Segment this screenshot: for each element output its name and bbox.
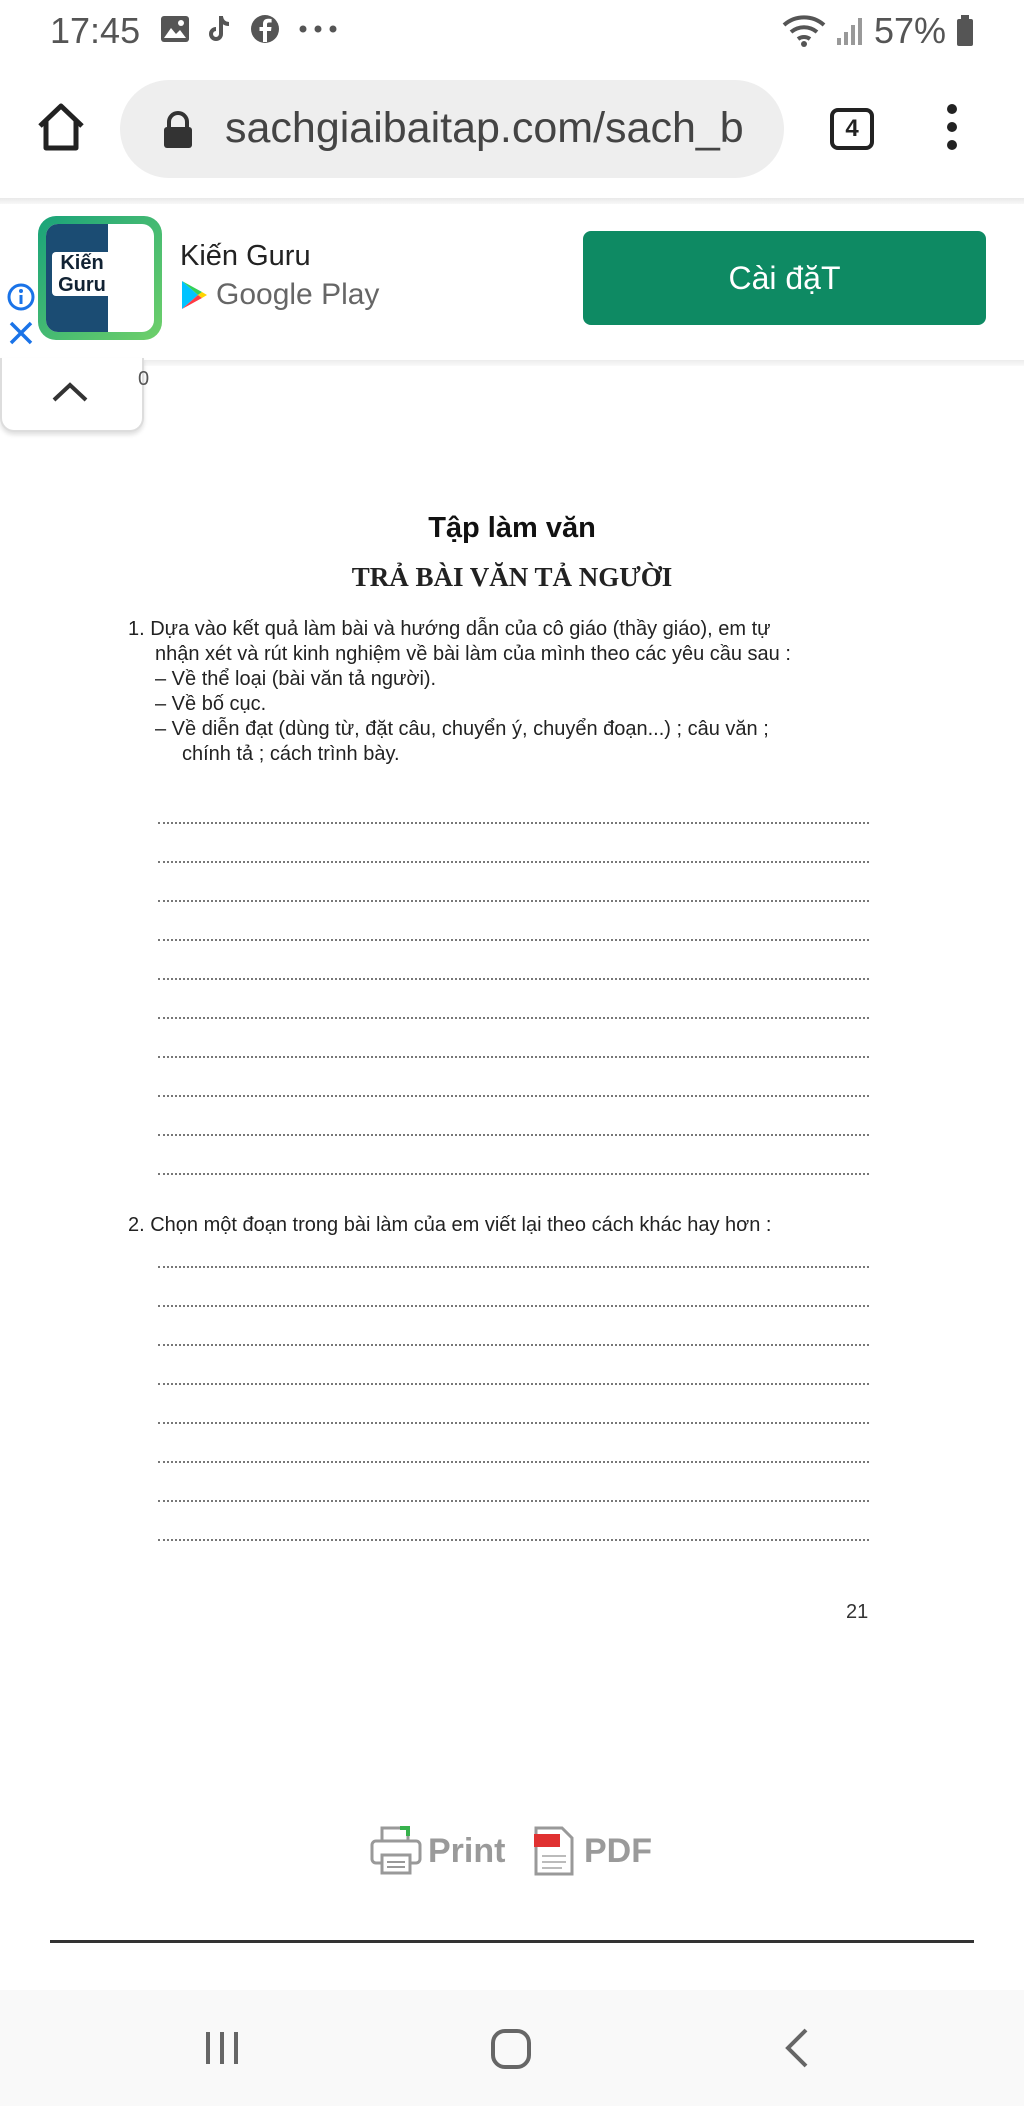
- answer-line: [158, 1383, 869, 1385]
- answer-line: [158, 1266, 869, 1268]
- facebook-icon: [250, 14, 280, 44]
- ad-counter: 0: [138, 368, 150, 390]
- app-icon[interactable]: [38, 216, 162, 340]
- page-title: TRẢ BÀI VĂN TẢ NGƯỜI: [351, 562, 673, 592]
- chevron-up-icon: [50, 380, 90, 404]
- status-right: [782, 10, 974, 52]
- answer-line: [158, 822, 869, 824]
- pdf-file-icon: [532, 1826, 576, 1876]
- print-label: Print: [428, 1831, 506, 1870]
- collapse-ad-button[interactable]: [0, 358, 144, 432]
- overflow-menu-icon[interactable]: [942, 104, 962, 156]
- back-icon[interactable]: [782, 2026, 812, 2070]
- question-1: [128, 617, 873, 767]
- answer-line: [158, 978, 869, 980]
- answer-line: [158, 939, 869, 941]
- install-button[interactable]: Cài đặT: [583, 231, 986, 325]
- printer-icon: [370, 1826, 422, 1876]
- bullet-structure: – Về bố cục.: [155, 693, 267, 715]
- tiktok-icon: [208, 14, 232, 44]
- app-name[interactable]: Kiến Guru: [180, 240, 311, 272]
- question-2: 2. Chọn một đoạn trong bài làm của em viết lại theo cách khác hay hơn :: [128, 1214, 772, 1236]
- recent-apps-icon[interactable]: [202, 2028, 242, 2068]
- footer-rule: [50, 1940, 974, 1943]
- answer-line: [158, 1461, 869, 1463]
- pdf-button[interactable]: [532, 1826, 652, 1876]
- more-notifications-icon: [298, 24, 338, 34]
- answer-line: [158, 861, 869, 863]
- answer-line: [158, 1500, 869, 1502]
- lock-icon: [160, 110, 196, 150]
- signal-icon: [836, 16, 864, 46]
- url-text[interactable]: sachgiaibaitap.com/sach_b: [225, 104, 744, 152]
- answer-line: [158, 900, 869, 902]
- answer-line: [158, 1539, 869, 1541]
- battery-percent: 57%: [873, 10, 946, 51]
- battery-icon: [956, 15, 974, 47]
- page-heading: Tập làm văn: [428, 512, 596, 544]
- bullet-expression: – Về diễn đạt (dùng từ, đặt câu, chuyển ý, chuyển đoạn...) ; câu văn ;: [155, 718, 769, 740]
- wifi-icon: [782, 15, 826, 47]
- bullet-expression-cont: chính tả ; cách trình bày.: [182, 743, 400, 765]
- ad-info-icon[interactable]: [6, 282, 36, 312]
- google-play-icon: [180, 279, 208, 311]
- answer-line: [158, 1134, 869, 1136]
- ad-divider: [0, 360, 1024, 366]
- bullet-genre: – Về thể loại (bài văn tả người).: [155, 668, 437, 690]
- pdf-label: PDF: [584, 1831, 652, 1870]
- app-icon-text: Kiến Guru: [52, 252, 112, 296]
- answer-line: [158, 1305, 869, 1307]
- store-label: [180, 278, 379, 312]
- ad-close-icon[interactable]: [8, 320, 34, 346]
- answer-line: [158, 1017, 869, 1019]
- answer-line: [158, 1095, 869, 1097]
- question-1-line-2: nhận xét và rút kinh nghiệm về bài làm của mình theo các yêu cầu sau :: [155, 643, 791, 665]
- answer-line: [158, 1344, 869, 1346]
- answer-line: [158, 1422, 869, 1424]
- tab-switcher-button[interactable]: 4: [830, 108, 874, 150]
- home-nav-icon[interactable]: [490, 2028, 532, 2070]
- notification-icons: [160, 14, 338, 44]
- answer-line: [158, 1173, 869, 1175]
- gallery-icon: [160, 15, 190, 43]
- store-name: Google Play: [216, 278, 380, 311]
- page-number: 21: [846, 1601, 869, 1623]
- status-time: 17:45: [50, 10, 141, 51]
- print-button[interactable]: [370, 1826, 505, 1876]
- home-icon[interactable]: [34, 100, 88, 154]
- question-1-line-1: 1. Dựa vào kết quả làm bài và hướng dẫn của cô giáo (thầy giáo), em tự: [128, 618, 771, 640]
- answer-line: [158, 1056, 869, 1058]
